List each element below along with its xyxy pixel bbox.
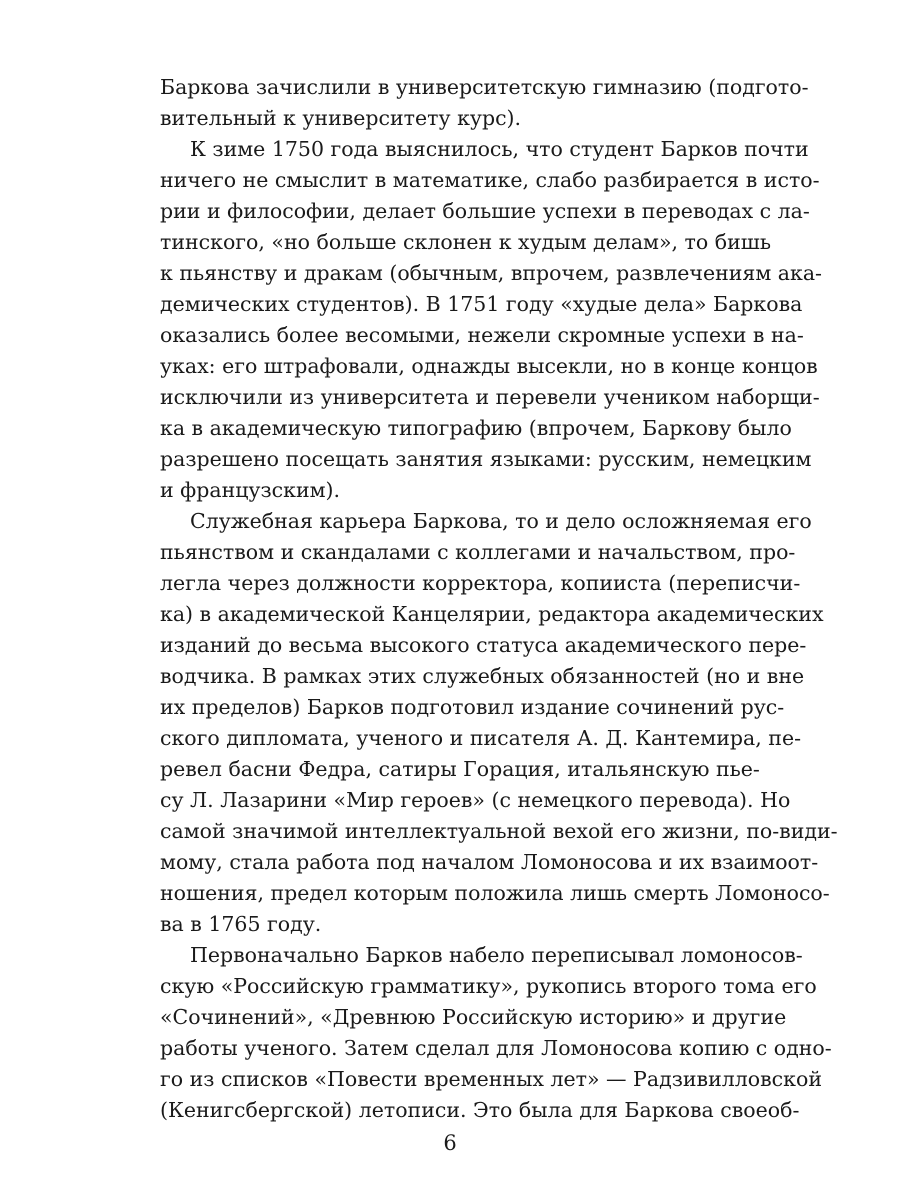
text-line: рии и философии, делает большие успехи в переводах с ла- <box>160 199 810 223</box>
text-line: ношения, предел которым положила лишь смерть Ломоносо- <box>160 881 830 905</box>
text-line: ревел басни Федра, сатиры Горация, итальянскую пье- <box>160 757 760 781</box>
text-line: го из списков «Повести временных лет» — Радзивилловской <box>160 1067 822 1091</box>
text-line: ского дипломата, ученого и писателя А. Д. Кантемира, пе- <box>160 726 802 750</box>
text-line: демических студентов). В 1751 году «худые дела» Баркова <box>160 292 803 316</box>
text-line: уках: его штрафовали, однажды высекли, но в конце концов <box>160 354 818 378</box>
text-line: мому, стала работа под началом Ломоносова и их взаимоот- <box>160 850 819 874</box>
text-line: (Кенигсбергской) летописи. Это была для Баркова своеоб- <box>160 1098 800 1122</box>
paragraph <box>160 72 809 134</box>
text-line: самой значимой интеллектуальной вехой его жизни, по-види- <box>160 819 838 843</box>
text-line: и французским). <box>160 478 341 502</box>
text-line: исключили из университета и перевели учеником наборщи- <box>160 385 820 409</box>
text-line: легла через должности корректора, копииста (переписчи- <box>160 571 801 595</box>
page-number: 6 <box>443 1131 457 1155</box>
text-line: пьянством и скандалами с коллегами и начальством, про- <box>160 540 796 564</box>
text-line: ва в 1765 году. <box>160 912 322 936</box>
text-line: ка в академическую типографию (впрочем, Баркову было <box>160 416 792 440</box>
text-line: К зиме 1750 года выяснилось, что студент Барков почти <box>190 137 809 161</box>
text-line: вительный к университету курс). <box>160 106 522 130</box>
text-line: работы ученого. Затем сделал для Ломоносова копию с одно- <box>160 1036 832 1060</box>
body-text <box>160 72 838 1126</box>
text-line: скую «Российскую грамматику», рукопись второго тома его <box>160 974 817 998</box>
text-line: тинского, «но больше склонен к худым делам», то бишь <box>160 230 771 254</box>
text-line: ка) в академической Канцелярии, редактора академических <box>160 602 824 626</box>
paragraph <box>160 506 838 940</box>
text-line: «Сочинений», «Древнюю Российскую историю» и другие <box>160 1005 787 1029</box>
paragraph <box>160 940 832 1126</box>
text-line: Служебная карьера Баркова, то и дело осложняемая его <box>190 509 812 533</box>
text-line: ничего не смыслит в математике, слабо разбирается в исто- <box>160 168 820 192</box>
paragraph <box>160 134 822 506</box>
text-line: Баркова зачислили в университетскую гимназию (подгото- <box>160 75 809 99</box>
text-line: разрешено посещать занятия языками: русским, немецким <box>160 447 812 471</box>
text-line: водчика. В рамках этих служебных обязанностей (но и вне <box>160 664 805 688</box>
text-line: оказались более весомыми, нежели скромные успехи в на- <box>160 323 804 347</box>
text-line: изданий до весьма высокого статуса академического пере- <box>160 633 807 657</box>
text-line: к пьянству и дракам (обычным, впрочем, развлечениям ака- <box>160 261 822 285</box>
text-line: су Л. Лазарини «Мир героев» (с немецкого перевода). Но <box>160 788 791 812</box>
text-line: Первоначально Барков набело переписывал ломоносов- <box>190 943 803 967</box>
text-line: их пределов) Барков подготовил издание сочинений рус- <box>160 695 785 719</box>
